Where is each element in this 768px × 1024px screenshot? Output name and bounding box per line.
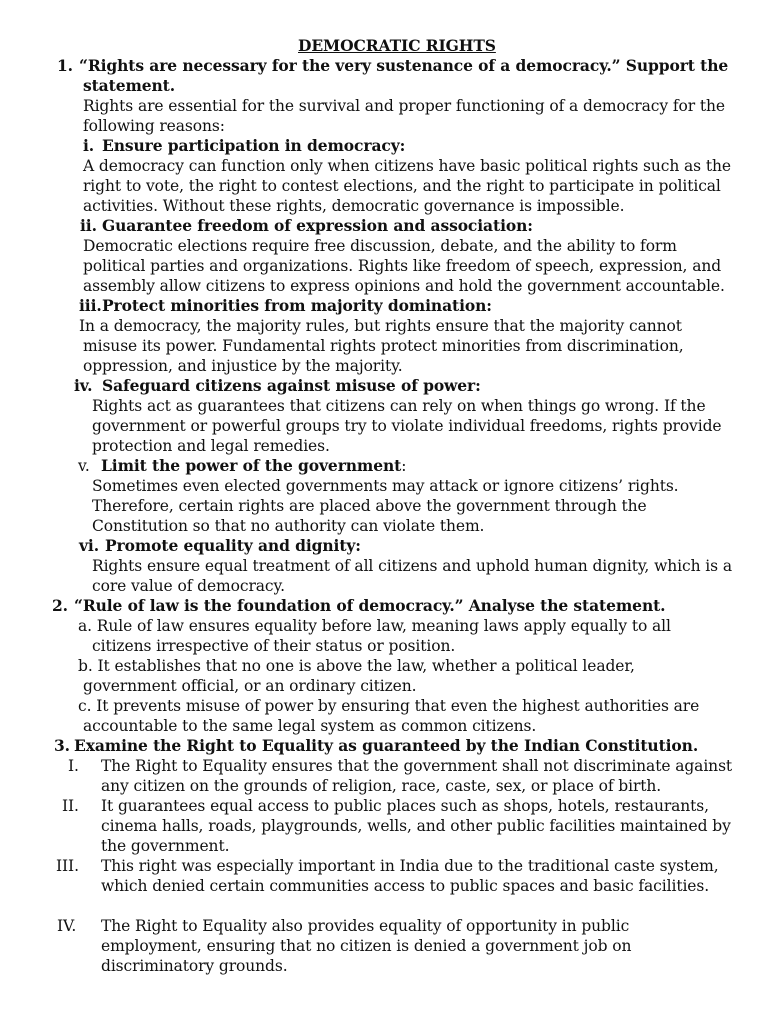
q1-point-heading: Protect minorities from majority domination: (102, 296, 492, 315)
q3-question: Examine the Right to Equality as guaranteed by the Indian Constitution. (74, 736, 699, 755)
q3-point-marker: II. (62, 797, 79, 815)
q2-point-text: c. It prevents misuse of power by ensuring that even the highest authorities are (78, 697, 700, 715)
q2-point-text: a. Rule of law ensures equality before law, meaning laws apply equally to all (78, 617, 671, 635)
q1-intro-line: following reasons: (83, 117, 225, 135)
q3-point-text: employment, ensuring that no citizen is denied a government job on (101, 937, 632, 955)
q1-point-text: government or powerful groups try to violate individual freedoms, rights provide (92, 417, 722, 435)
q3-point-marker: IV. (57, 917, 77, 935)
q1-point-text: Rights ensure equal treatment of all citizens and uphold human dignity, which is a (92, 557, 732, 575)
q3-point-text: any citizen on the grounds of religion, race, caste, sex, or place of birth. (101, 777, 662, 795)
q3-point-text: cinema halls, roads, playgrounds, wells, and other public facilities maintained by (101, 817, 731, 835)
q1-point-text: assembly allow citizens to express opinions and hold the government accountable. (83, 277, 725, 295)
q1-point-marker: v. (78, 457, 90, 475)
q3-point-marker: I. (68, 757, 79, 775)
q1-point-text: Democratic elections require free discussion, debate, and the ability to form (83, 237, 677, 255)
q3-number: 3. (54, 736, 70, 755)
q1-intro-line: Rights are essential for the survival and proper functioning of a democracy for the (83, 97, 725, 115)
q1-point-text: right to vote, the right to contest elections, and the right to participate in political (83, 177, 721, 195)
q1-point-heading-colon: : (401, 457, 407, 475)
q1-point-heading: Ensure participation in democracy: (102, 136, 406, 155)
q3-point-text: discriminatory grounds. (101, 957, 288, 975)
q2-number: 2. (52, 596, 68, 615)
q1-question-line: statement. (83, 76, 176, 95)
q1-point-text: misuse its power. Fundamental rights protect minorities from discrimination, (83, 337, 684, 355)
q3-point-text: This right was especially important in India due to the traditional caste system, (101, 857, 719, 875)
q1-point-text: Therefore, certain rights are placed above the government through the (92, 497, 647, 515)
q1-point-marker: iii. (79, 296, 102, 315)
document-title: DEMOCRATIC RIGHTS (298, 36, 496, 55)
q3-point-text: The Right to Equality also provides equality of opportunity in public (101, 917, 630, 935)
q1-point-marker: i. (83, 136, 95, 155)
q3-point-text: It guarantees equal access to public places such as shops, hotels, restaurants, (101, 797, 709, 815)
q1-point-heading: Guarantee freedom of expression and association: (102, 216, 533, 235)
q1-point-heading: Safeguard citizens against misuse of power: (102, 376, 481, 395)
q1-point-text: A democracy can function only when citizens have basic political rights such as the (83, 157, 731, 175)
q1-point-heading: Promote equality and dignity: (105, 536, 361, 555)
q1-question-line: “Rights are necessary for the very sustenance of a democracy.” Support the (79, 56, 729, 75)
q1-point-heading-wrap (101, 456, 406, 476)
q1-point-text: In a democracy, the majority rules, but rights ensure that the majority cannot (79, 317, 682, 335)
q3-point-text: The Right to Equality ensures that the government shall not discriminate against (101, 757, 733, 775)
q1-point-text: political parties and organizations. Rights like freedom of speech, expression, and (83, 257, 722, 275)
q1-point-marker: ii. (80, 216, 97, 235)
q1-point-marker: iv. (74, 376, 93, 395)
q2-point-text: b. It establishes that no one is above the law, whether a political leader, (78, 657, 635, 675)
q1-number: 1. (57, 56, 73, 75)
q2-question: “Rule of law is the foundation of democracy.” Analyse the statement. (74, 596, 666, 615)
q3-point-text: which denied certain communities access to public spaces and basic facilities. (101, 877, 710, 895)
q1-point-text: Rights act as guarantees that citizens can rely on when things go wrong. If the (92, 397, 706, 415)
q1-point-heading: Limit the power of the government (101, 456, 402, 475)
q2-point-text: government official, or an ordinary citizen. (83, 677, 417, 695)
q1-point-text: protection and legal remedies. (92, 437, 330, 455)
q2-point-text: citizens irrespective of their status or position. (92, 637, 456, 655)
q1-point-text: core value of democracy. (92, 577, 285, 595)
q1-point-marker: vi. (79, 536, 99, 555)
q3-point-marker: III. (56, 857, 79, 875)
q1-point-text: Constitution so that no authority can violate them. (92, 517, 485, 535)
q2-point-text: accountable to the same legal system as common citizens. (83, 717, 537, 735)
q1-point-text: oppression, and injustice by the majority. (83, 357, 403, 375)
q1-point-text: Sometimes even elected governments may attack or ignore citizens’ rights. (92, 477, 679, 495)
q1-point-text: activities. Without these rights, democratic governance is impossible. (83, 197, 625, 215)
q3-point-text: the government. (101, 837, 230, 855)
